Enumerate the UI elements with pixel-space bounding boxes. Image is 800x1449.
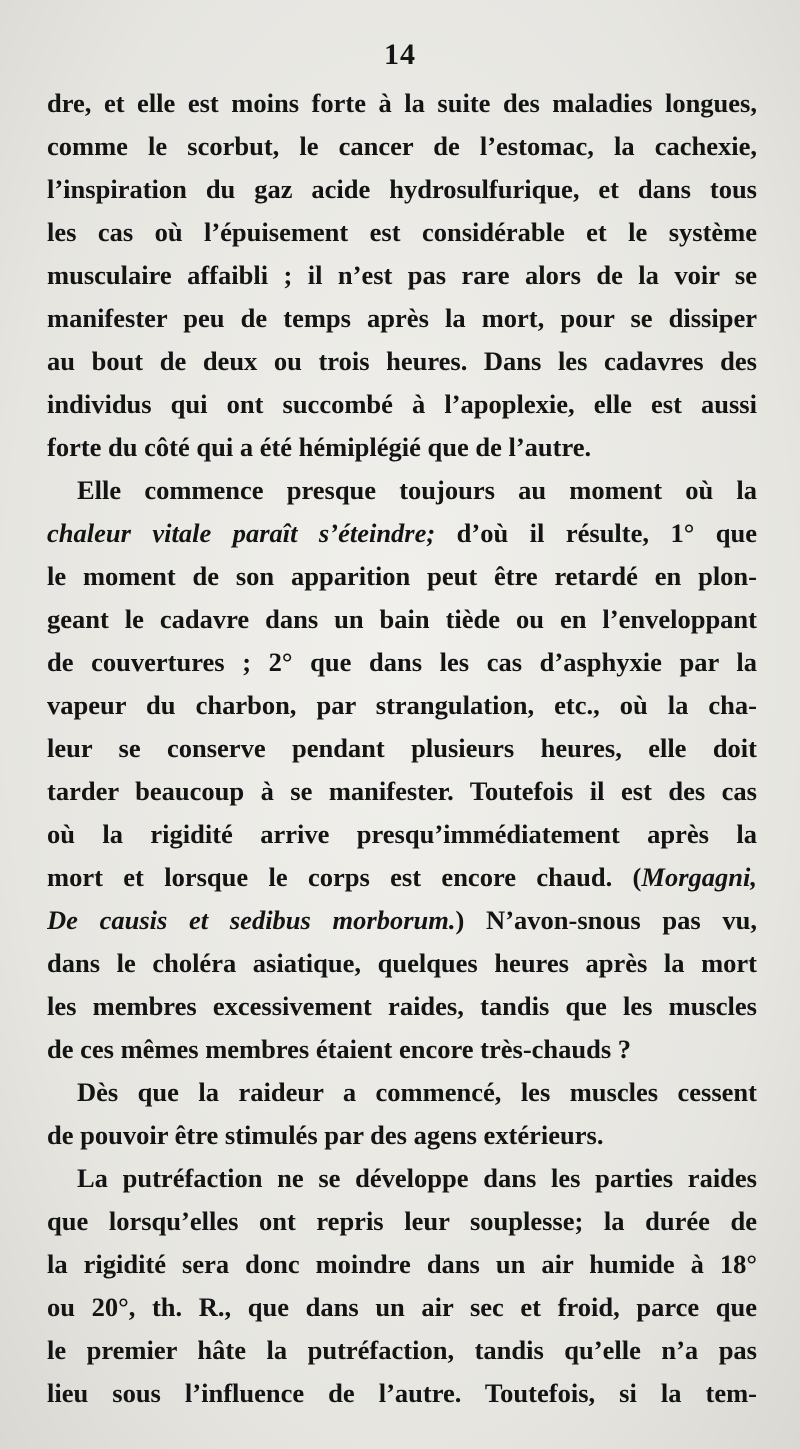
text-run: individus qui ont succombé à l’apoplexie, elle est aussi <box>47 389 757 419</box>
text-run: de ces mêmes membres étaient encore très-chauds ? <box>47 1034 632 1064</box>
text-line <box>47 1243 757 1286</box>
text-run: au bout de deux ou trois heures. Dans les cadavres des <box>47 346 757 376</box>
text-run: dre, et elle est moins forte à la suite des maladies longues, <box>47 88 757 118</box>
text-run: la rigidité sera donc moindre dans un air humide à 18° <box>47 1249 757 1279</box>
italic-run: Morgagni, <box>641 862 757 892</box>
text-run: leur se conserve pendant plusieurs heures, elle doit <box>47 733 757 763</box>
text-run: de couvertures ; 2° que dans les cas d’asphyxie par la <box>47 647 757 677</box>
text-line <box>47 641 757 684</box>
body-text <box>47 82 757 1415</box>
text-line <box>47 1157 757 1200</box>
text-line <box>47 942 757 985</box>
text-line <box>47 383 757 426</box>
text-line <box>47 82 757 125</box>
text-line <box>47 340 757 383</box>
text-line <box>47 598 757 641</box>
text-run: les membres excessivement raides, tandis que les muscles <box>47 991 757 1021</box>
text-run: ou 20°, th. R., que dans un air sec et froid, parce que <box>47 1292 757 1322</box>
text-line <box>47 211 757 254</box>
text-run: Elle commence presque toujours au moment où la <box>77 475 757 505</box>
text-line <box>47 899 757 942</box>
text-line <box>47 813 757 856</box>
text-line <box>47 254 757 297</box>
text-line <box>47 1286 757 1329</box>
text-line <box>47 985 757 1028</box>
text-run: vapeur du charbon, par strangulation, etc., où la cha- <box>47 690 757 720</box>
text-run: Dès que la raideur a commencé, les muscles cessent <box>77 1077 757 1107</box>
text-run: dans le choléra asiatique, quelques heures après la mort <box>47 948 757 978</box>
text-run: les cas où l’épuisement est considérable et le système <box>47 217 757 247</box>
text-line <box>47 727 757 770</box>
text-run: le moment de son apparition peut être retardé en plon- <box>47 561 757 591</box>
text-run: où la rigidité arrive presqu’immédiatement après la <box>47 819 757 849</box>
text-line <box>47 770 757 813</box>
italic-run: chaleur vitale paraît s’éteindre; <box>47 518 436 548</box>
text-line <box>47 684 757 727</box>
text-run: musculaire affaibli ; il n’est pas rare alors de la voir se <box>47 260 757 290</box>
text-line <box>47 856 757 899</box>
text-run: La putréfaction ne se développe dans les parties raides <box>77 1163 757 1193</box>
text-line <box>47 1071 757 1114</box>
text-run: forte du côté qui a été hémiplégié que de l’autre. <box>47 432 592 462</box>
text-run: ) N’avon-snous pas vu, <box>455 905 757 935</box>
text-run: de pouvoir être stimulés par des agens extérieurs. <box>47 1120 604 1150</box>
text-run: tarder beaucoup à se manifester. Toutefois il est des cas <box>47 776 757 806</box>
text-line <box>47 297 757 340</box>
text-line <box>47 168 757 211</box>
text-line <box>47 1028 757 1071</box>
text-line <box>47 125 757 168</box>
text-line <box>47 426 757 469</box>
page-number: 14 <box>384 38 416 71</box>
text-run: mort et lorsque le corps est encore chaud. ( <box>47 862 642 892</box>
text-line <box>47 512 757 555</box>
text-run: d’où il résulte, 1° que <box>435 518 757 548</box>
text-run: geant le cadavre dans un bain tiède ou en l’enveloppant <box>47 604 757 634</box>
text-run: comme le scorbut, le cancer de l’estomac, la cachexie, <box>47 131 757 161</box>
text-run: l’inspiration du gaz acide hydrosulfurique, et dans tous <box>47 174 757 204</box>
text-line <box>47 555 757 598</box>
text-line <box>47 1200 757 1243</box>
italic-run: De causis et sedibus morborum. <box>47 905 456 935</box>
text-line <box>47 1329 757 1372</box>
text-line <box>47 469 757 512</box>
text-run: lieu sous l’influence de l’autre. Toutefois, si la tem- <box>47 1378 757 1408</box>
text-run: le premier hâte la putréfaction, tandis qu’elle n’a pas <box>47 1335 757 1365</box>
text-run: manifester peu de temps après la mort, pour se dissiper <box>47 303 757 333</box>
text-run: que lorsqu’elles ont repris leur souplesse; la durée de <box>47 1206 757 1236</box>
text-line <box>47 1372 757 1415</box>
text-line <box>47 1114 757 1157</box>
